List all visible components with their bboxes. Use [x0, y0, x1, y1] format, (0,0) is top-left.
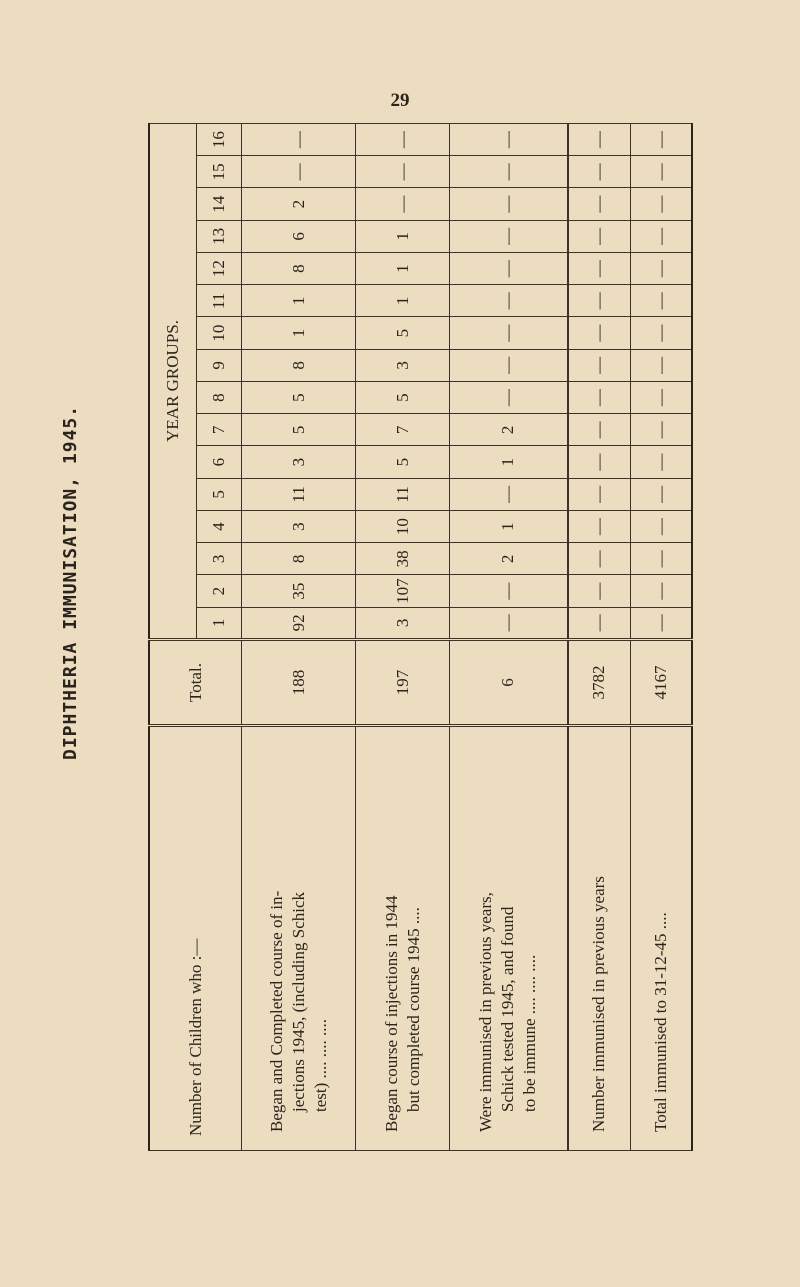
age-header: 7 [197, 414, 242, 446]
year-group-value: — [568, 575, 631, 607]
year-group-value: — [631, 414, 692, 446]
row-label [356, 726, 450, 1151]
year-group-value: — [631, 575, 692, 607]
year-group-value: 2 [449, 414, 567, 446]
row-total: 6 [449, 640, 567, 726]
year-group-value: — [242, 123, 356, 155]
year-group-value: 1 [356, 285, 450, 317]
year-group-value: — [449, 317, 567, 349]
year-group-value: 7 [356, 414, 450, 446]
year-group-value: — [631, 446, 692, 478]
title-container [60, 404, 81, 761]
year-group-value: 38 [356, 543, 450, 575]
year-group-value: 3 [356, 607, 450, 639]
year-group-value: 6 [242, 220, 356, 252]
row-label [449, 726, 567, 1151]
year-group-value: — [568, 511, 631, 543]
year-group-value: — [631, 478, 692, 510]
year-group-value: — [631, 220, 692, 252]
row-label [631, 726, 692, 1151]
age-header: 9 [197, 349, 242, 381]
year-group-value: — [568, 349, 631, 381]
row-label-line: to be immune .... .... .... [520, 954, 540, 1112]
row-total: 188 [242, 640, 356, 726]
year-group-value: 10 [356, 511, 450, 543]
row-label [242, 726, 356, 1151]
year-group-value: 3 [242, 511, 356, 543]
year-group-value: — [568, 414, 631, 446]
year-group-value: — [568, 478, 631, 510]
year-group-value: 5 [356, 446, 450, 478]
table-row [356, 123, 450, 1150]
year-group-value: — [568, 446, 631, 478]
year-group-value: — [356, 188, 450, 220]
year-group-value: — [449, 188, 567, 220]
year-group-value: — [568, 607, 631, 639]
year-group-value: — [449, 349, 567, 381]
year-group-value: — [631, 123, 692, 155]
year-group-value: — [631, 349, 692, 381]
year-group-value: — [449, 382, 567, 414]
age-header: 11 [197, 285, 242, 317]
year-group-value: 5 [356, 382, 450, 414]
age-header: 10 [197, 317, 242, 349]
table-body [242, 123, 693, 1150]
year-groups-header: YEAR GROUPS. [149, 123, 197, 639]
year-group-value: 2 [449, 543, 567, 575]
row-total: 197 [356, 640, 450, 726]
age-header: 6 [197, 446, 242, 478]
total-header: Total. [149, 640, 242, 726]
year-group-value: — [631, 543, 692, 575]
age-header: 14 [197, 188, 242, 220]
year-group-value: — [631, 188, 692, 220]
row-label-line: Schick tested 1945, and found [498, 906, 518, 1112]
year-group-value: 11 [242, 478, 356, 510]
year-group-value: — [449, 253, 567, 285]
year-group-value: 92 [242, 607, 356, 639]
age-header: 13 [197, 220, 242, 252]
immunisation-table [148, 123, 693, 1151]
corner-label: Number of Children who :— [149, 726, 242, 1151]
year-group-value: 5 [242, 382, 356, 414]
table-row [449, 123, 567, 1150]
year-group-value: 1 [449, 446, 567, 478]
row-label-line: Began and Completed course of in- [266, 890, 286, 1132]
row-total: 3782 [568, 640, 631, 726]
age-header: 15 [197, 156, 242, 188]
year-group-value: 5 [242, 414, 356, 446]
year-group-value: — [631, 382, 692, 414]
year-group-value: — [449, 607, 567, 639]
row-label-line: jections 1945, (including Schick [288, 891, 308, 1112]
year-group-value: — [631, 156, 692, 188]
year-group-value: — [449, 156, 567, 188]
year-group-value: — [449, 123, 567, 155]
year-group-value: 35 [242, 575, 356, 607]
row-label-line: Were immunised in previous years, [476, 892, 496, 1132]
year-group-value: 8 [242, 543, 356, 575]
year-group-value: — [631, 317, 692, 349]
row-label-line: but completed course 1945 .... [403, 907, 423, 1112]
row-label-line: Began course of injections in 1944 [381, 895, 401, 1132]
year-group-value: 1 [242, 285, 356, 317]
age-header: 4 [197, 511, 242, 543]
year-group-value: — [242, 156, 356, 188]
year-group-value: — [356, 123, 450, 155]
year-group-value: 3 [242, 446, 356, 478]
year-group-value: — [568, 156, 631, 188]
age-header: 3 [197, 543, 242, 575]
row-label-line: test) .... .... .... [310, 1018, 330, 1112]
year-group-value: — [449, 220, 567, 252]
year-group-value: — [631, 285, 692, 317]
year-group-value: — [568, 188, 631, 220]
year-group-value: — [356, 156, 450, 188]
year-group-value: — [631, 253, 692, 285]
year-group-value: — [449, 575, 567, 607]
year-group-value: — [449, 285, 567, 317]
age-header: 16 [197, 123, 242, 155]
age-header: 8 [197, 382, 242, 414]
year-group-value: — [568, 285, 631, 317]
year-group-value: — [631, 607, 692, 639]
year-group-value: 1 [242, 317, 356, 349]
row-total: 4167 [631, 640, 692, 726]
row-label-line: Number immunised in previous years [589, 876, 609, 1132]
year-group-value: — [449, 478, 567, 510]
page-title: DIPHTHERIA IMMUNISATION, 1945. [60, 404, 81, 760]
age-header: 12 [197, 253, 242, 285]
age-header: 2 [197, 575, 242, 607]
row-label-line: Total immunised to 31-12-45 .... [651, 912, 671, 1132]
year-group-value: 1 [356, 253, 450, 285]
year-group-value: 2 [242, 188, 356, 220]
age-header: 5 [197, 478, 242, 510]
year-group-value: 1 [449, 511, 567, 543]
year-group-value: — [631, 511, 692, 543]
immunisation-table-container [148, 124, 693, 1151]
year-group-value: 8 [242, 349, 356, 381]
year-group-value: — [568, 123, 631, 155]
year-group-value: 11 [356, 478, 450, 510]
table-row [568, 123, 631, 1150]
year-group-value: — [568, 220, 631, 252]
row-label [568, 726, 631, 1151]
year-group-value: 8 [242, 253, 356, 285]
year-group-value: 107 [356, 575, 450, 607]
year-group-value: 3 [356, 349, 450, 381]
table-row [631, 123, 692, 1150]
table-row [242, 123, 356, 1150]
year-group-value: 1 [356, 220, 450, 252]
page-number: 29 [390, 90, 410, 111]
year-group-value: — [568, 253, 631, 285]
year-group-value: — [568, 543, 631, 575]
age-header: 1 [197, 607, 242, 639]
year-group-value: — [568, 317, 631, 349]
year-group-value: 5 [356, 317, 450, 349]
year-group-value: — [568, 382, 631, 414]
